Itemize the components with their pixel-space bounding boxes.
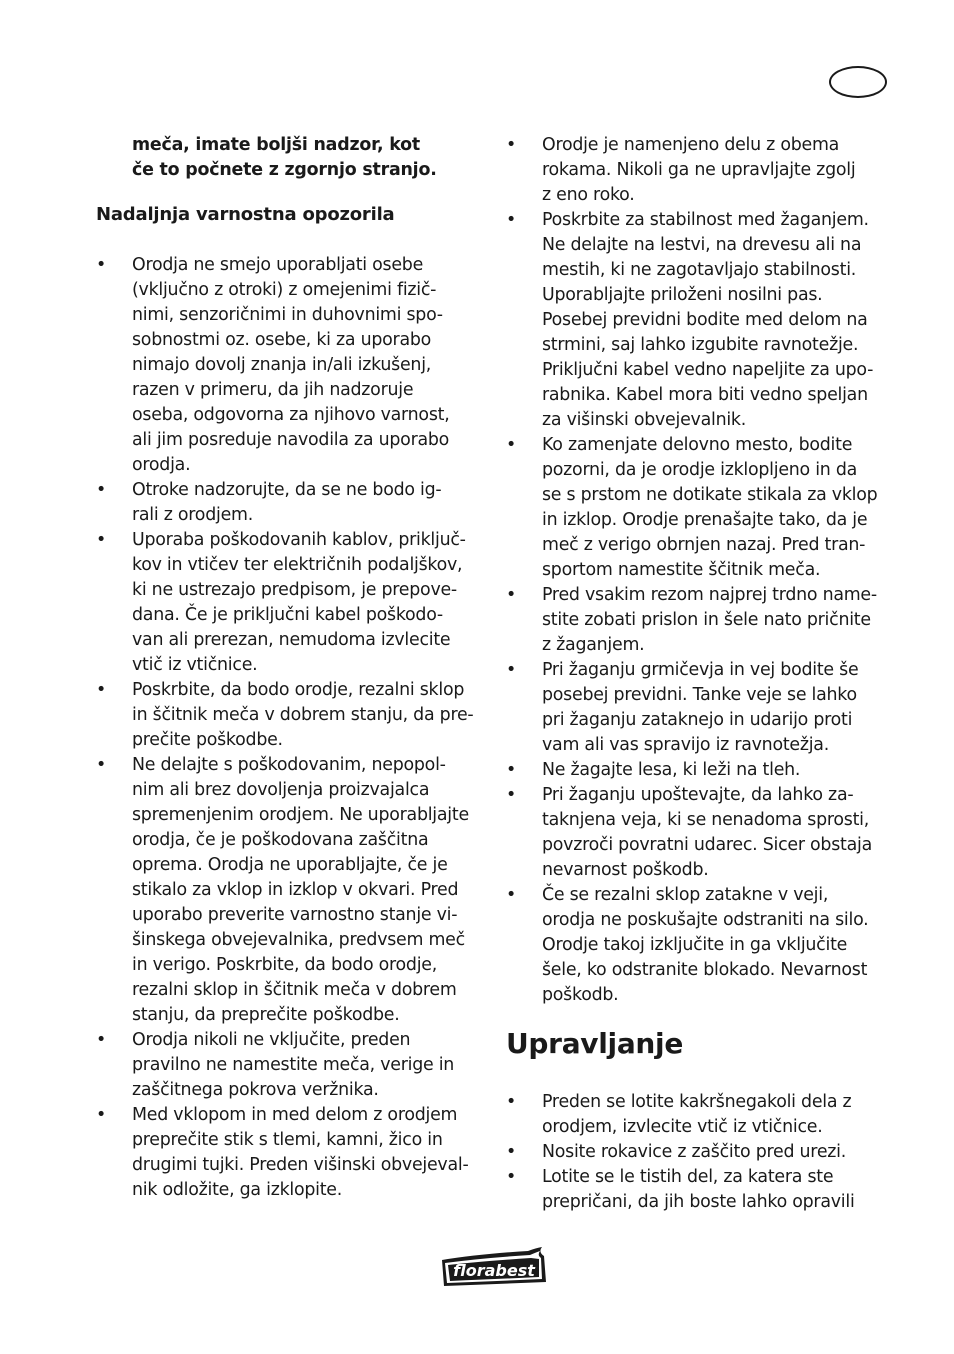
list-item-line: posebej previdni. Tanke veje se lahko [542,685,857,705]
list-item [96,753,482,1028]
bullet-icon: • [506,435,517,455]
right-column [506,133,890,1215]
list-item-line: (vključno z otroki) z omejenimi fizič- [132,280,437,300]
list-item [506,883,890,1008]
list-item-line: stikalo za vklop in izklop v okvari. Pred [132,880,459,900]
list-item-line: Če se rezalni sklop zatakne v veji, [542,885,829,905]
bullet-icon: • [96,680,107,700]
list-item-line: strmini, saj lahko izgubite ravnotežje. [542,335,859,355]
list-item-line: nik odložite, ga izklopite. [132,1180,343,1200]
list-item-line: orodja. [132,455,191,475]
list-item-line: Pred vsakim rezom najprej trdno name- [542,585,877,605]
list-item-line: Ko zamenjate delovno mesto, bodite [542,435,853,455]
list-item-line: Preden se lotite kakršnegakoli dela z [542,1092,852,1112]
list-item-line: sobnostmi oz. osebe, ki za uporabo [132,330,432,350]
bullet-icon: • [96,530,107,550]
list-item [506,1165,890,1215]
list-item-line: nevarnost poškodb. [542,860,709,880]
safety-list-continued [506,133,890,1008]
list-item-line: rali z orodjem. [132,505,253,525]
bullet-icon: • [96,255,107,275]
list-item [506,658,890,758]
list-item-line: razen v primeru, da jih nadzoruje [132,380,414,400]
list-item-line: in verigo. Poskrbite, da bodo orodje, [132,955,438,975]
list-item [96,253,482,478]
list-item-line: Orodja ne smejo uporabljati osebe [132,255,424,275]
list-item-line: šinskega obvejevalnika, predvsem meč [132,930,465,950]
list-item-line: orodja ne poskušajte odstraniti na silo. [542,910,869,930]
list-item-line: pravilno ne namestite meča, verige in [132,1055,455,1075]
list-item-line: in izklop. Orodje prenašajte tako, da je [542,510,868,530]
list-item-line: vam ali vas spravijo iz ravnotežja. [542,735,829,755]
list-item-line: Ne žagajte lesa, ki leži na tleh. [542,760,801,780]
list-item-line: Med vklopom in med delom z orodjem [132,1105,458,1125]
bullet-icon: • [96,480,107,500]
operation-list [506,1090,890,1215]
list-item-line: se s prstom ne dotikate stikala za vklop [542,485,878,505]
brand-logo [438,1246,552,1294]
list-item [506,1090,890,1140]
list-item-line: nimajo dovolj znanja in/ali izkušenj, [132,355,432,375]
bullet-icon: • [506,1142,517,1162]
list-item-line: pozorni, da je orodje izklopljeno in da [542,460,858,480]
list-item-line: šele, ko odstranite blokado. Nevarnost [542,960,868,980]
list-item-line: Ne delajte s poškodovanim, nepopol- [132,755,446,775]
left-column [96,133,482,1203]
list-item-line: Posebej previdni bodite med delom na [542,310,868,330]
bullet-icon: • [506,210,517,230]
list-item-line: in ščitnik meča v dobrem stanju, da pre- [132,705,474,725]
bullet-icon: • [506,135,517,155]
list-item [506,758,890,783]
bullet-icon: • [506,885,517,905]
list-item-line: Pri žaganju upoštevajte, da lahko za- [542,785,854,805]
list-item-line: rokama. Nikoli ga ne upravljajte zgolj [542,160,856,180]
section-heading-safety: Nadaljnja varnostna opozorila [96,204,395,225]
list-item-line: rabnika. Kabel mora biti vedno speljan [542,385,868,405]
bullet-icon: • [506,1167,517,1187]
intro-continuation: meča, imate boljši nadzor, kot če to počnete z zgornjo stranjo. [132,135,437,180]
list-item-line: preprečite stik s tlemi, kamni, žico in [132,1130,443,1150]
bullet-icon: • [96,1030,107,1050]
list-item [96,1028,482,1103]
bullet-icon: • [506,760,517,780]
list-item-line: vtič iz vtičnice. [132,655,258,675]
list-item-line: nimi, senzoričnimi in duhovnimi spo- [132,305,443,325]
list-item-line: Pri žaganju grmičevja in vej bodite še [542,660,859,680]
section-heading-operation: Upravljanje [506,1027,684,1060]
list-item-line: ali jim posreduje navodila za uporabo [132,430,450,450]
list-item-line: spremenjenim orodjem. Ne uporabljajte [132,805,469,825]
list-item-line: Nosite rokavice z zaščito pred urezi. [542,1142,847,1162]
list-item-line: poškodb. [542,985,619,1005]
list-item-line: Uporabljajte priloženi nosilni pas. [542,285,823,305]
list-item-line: Ne delajte na lestvi, na drevesu ali na [542,235,862,255]
list-item [506,583,890,658]
list-item-line: Uporaba poškodovanih kablov, priključ- [132,530,466,550]
list-item-line: pri žaganju zataknejo in udarijo proti [542,710,853,730]
list-item-line: drugimi tujki. Preden višinski obvejeval- [132,1155,469,1175]
list-item-line: taknjena veja, ki se nenadoma sprosti, [542,810,870,830]
bullet-icon: • [506,1092,517,1112]
safety-list [96,253,482,1203]
list-item-line: prečite poškodbe. [132,730,283,750]
list-item [506,1140,890,1165]
list-item [96,678,482,753]
list-item-line: Poskrbite za stabilnost med žaganjem. [542,210,869,230]
list-item-line: za višinski obvejevalnik. [542,410,747,430]
list-item [96,528,482,678]
bullet-icon: • [506,585,517,605]
bullet-icon: • [506,660,517,680]
list-item-line: ki ne ustrezajo predpisom, je prepove- [132,580,457,600]
list-item-line: prepričani, da jih boste lahko opravili [542,1192,855,1212]
list-item [96,478,482,528]
list-item-line: z eno roko. [542,185,635,205]
list-item-line: mestih, ki ne zagotavljajo stabilnosti. [542,260,857,280]
list-item-line: Orodje je namenjeno delu z obema [542,135,840,155]
list-item-line: Priključni kabel vedno napeljite za upo- [542,360,874,380]
logo-text: florabest [453,1261,535,1280]
list-item [506,133,890,208]
list-item-line: oprema. Orodja ne uporabljajte, če je [132,855,448,875]
list-item-line: oseba, odgovorna za njihovo varnost, [132,405,450,425]
list-item-line: uporabo preverite varnostno stanje vi- [132,905,458,925]
language-badge [829,66,887,98]
list-item-line: van ali prerezan, nemudoma izvlecite [132,630,451,650]
list-item-line: dana. Če je priključni kabel poškodo- [132,605,443,625]
list-item [506,783,890,883]
list-item-line: Orodje takoj izključite in ga vključite [542,935,848,955]
list-item-line: Otroke nadzorujte, da se ne bodo ig- [132,480,442,500]
list-item [96,1103,482,1203]
bullet-icon: • [96,1105,107,1125]
list-item [506,433,890,583]
list-item [506,208,890,433]
list-item-line: nim ali brez dovoljenja proizvajalca [132,780,430,800]
list-item-line: rezalni sklop in ščitnik meča v dobrem [132,980,457,1000]
list-item-line: meč z verigo obrnjen nazaj. Pred tran- [542,535,866,555]
list-item-line: stite zobati prislon in šele nato pričnite [542,610,871,630]
list-item-line: Orodja nikoli ne vključite, preden [132,1030,411,1050]
bullet-icon: • [96,755,107,775]
bullet-icon: • [506,785,517,805]
list-item-line: kov in vtičev ter električnih podaljškov, [132,555,463,575]
list-item-line: sportom namestite ščitnik meča. [542,560,821,580]
list-item-line: povzroči povratni udarec. Sicer obstaja [542,835,872,855]
list-item-line: Lotite se le tistih del, za katera ste [542,1167,834,1187]
list-item-line: zaščitnega pokrova veržnika. [132,1080,379,1100]
list-item-line: orodjem, izvlecite vtič iz vtičnice. [542,1117,823,1137]
list-item-line: stanju, da preprečite poškodbe. [132,1005,400,1025]
list-item-line: Poskrbite, da bodo orodje, rezalni sklop [132,680,465,700]
list-item-line: z žaganjem. [542,635,645,655]
list-item-line: orodja, če je poškodovana zaščitna [132,830,429,850]
